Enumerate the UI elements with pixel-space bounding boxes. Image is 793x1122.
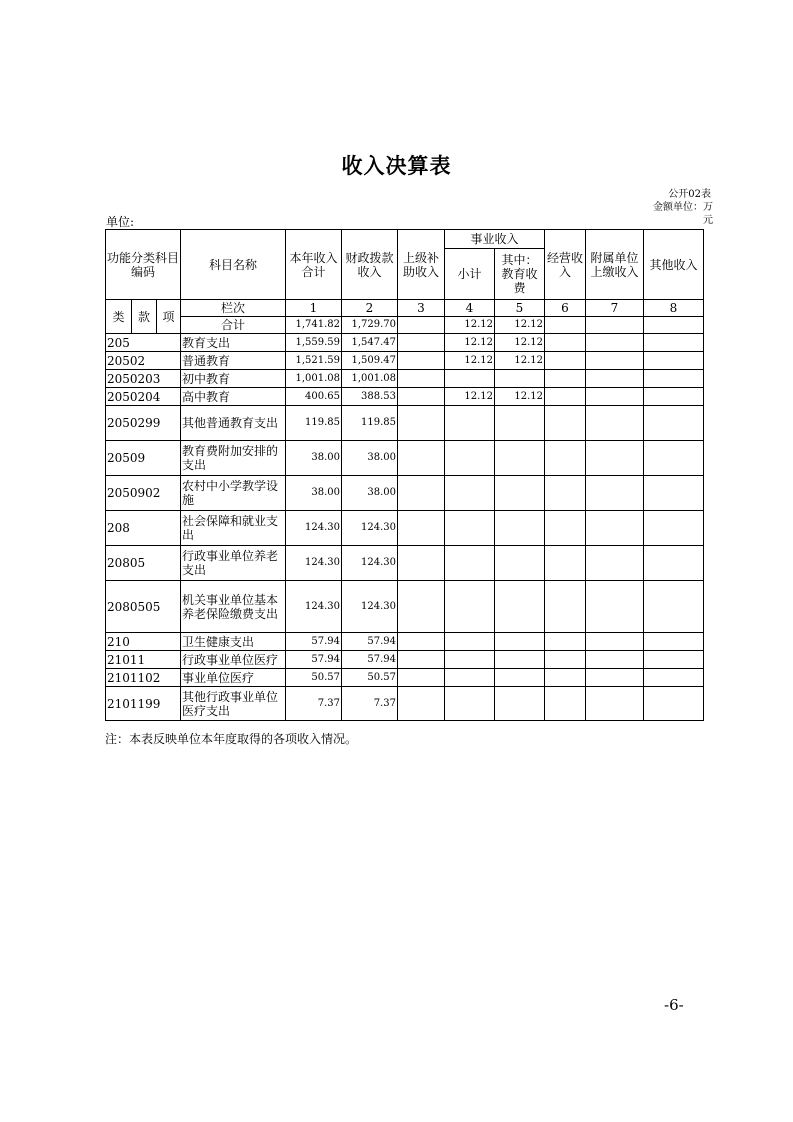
row-superior-subsidy: [398, 476, 445, 511]
row-other: [644, 334, 704, 352]
row-subject-name: 教育支出: [181, 334, 286, 352]
row-edu-fee: [495, 441, 545, 476]
amount-unit: 金额单位：万元: [653, 202, 713, 226]
header-affiliated: 附属单位上缴收入: [586, 230, 644, 300]
row-affiliated: [586, 352, 644, 370]
row-subject-name: 教育费附加安排的支出: [181, 441, 286, 476]
row-other: [644, 687, 704, 721]
total-row: [106, 317, 704, 334]
col-num-3: 3: [398, 300, 445, 317]
row-fiscal: 124.30: [342, 546, 398, 581]
row-operating: [545, 546, 586, 581]
row-subtotal: [445, 546, 495, 581]
row-edu-fee: [495, 633, 545, 651]
row-superior-subsidy: [398, 334, 445, 352]
row-annual-income: 119.85: [286, 406, 342, 441]
row-subtotal: [445, 687, 495, 721]
row-fiscal: 124.30: [342, 581, 398, 633]
row-code: 20502: [106, 352, 181, 370]
row-fiscal: 124.30: [342, 511, 398, 546]
report-title: 收入决算表: [341, 154, 452, 178]
row-other: [644, 388, 704, 406]
row-code: 2080505: [106, 581, 181, 633]
income-table: [105, 229, 704, 721]
row-affiliated: [586, 370, 644, 388]
row-edu-fee: [495, 476, 545, 511]
row-annual-income: 1,559.59: [286, 334, 342, 352]
row-code: 2101199: [106, 687, 181, 721]
table-row: [106, 687, 704, 721]
row-fiscal: 57.94: [342, 633, 398, 651]
row-code: 2050902: [106, 476, 181, 511]
row-subtotal: [445, 441, 495, 476]
row-other: [644, 633, 704, 651]
header-business-income: 事业收入: [445, 230, 545, 249]
header-subtotal: 小计: [445, 249, 495, 300]
table-row: [106, 370, 704, 388]
row-operating: [545, 633, 586, 651]
row-annual-income: 124.30: [286, 546, 342, 581]
row-subject-name: 机关事业单位基本养老保险缴费支出: [181, 581, 286, 633]
col-num-7: 7: [586, 300, 644, 317]
row-subject-name: 普通教育: [181, 352, 286, 370]
row-operating: [545, 511, 586, 546]
total-c1: 1,741.82: [286, 317, 342, 334]
table-row: [106, 352, 704, 370]
row-subtotal: [445, 511, 495, 546]
table-row: [106, 546, 704, 581]
table-row: [106, 334, 704, 352]
page-number: -6-: [664, 996, 684, 1014]
row-subtotal: [445, 406, 495, 441]
header-annual-income: 本年收入合计: [286, 230, 342, 300]
row-subtotal: [445, 669, 495, 687]
row-operating: [545, 388, 586, 406]
table-row: [106, 441, 704, 476]
row-superior-subsidy: [398, 581, 445, 633]
row-code: 205: [106, 334, 181, 352]
row-superior-subsidy: [398, 546, 445, 581]
total-c8: [644, 317, 704, 334]
row-edu-fee: [495, 687, 545, 721]
row-affiliated: [586, 511, 644, 546]
row-code: 20805: [106, 546, 181, 581]
row-superior-subsidy: [398, 352, 445, 370]
row-fiscal: 57.94: [342, 651, 398, 669]
row-fiscal: 38.00: [342, 476, 398, 511]
row-edu-fee: [495, 406, 545, 441]
header-subject-name: 科目名称: [181, 230, 286, 300]
row-superior-subsidy: [398, 370, 445, 388]
row-superior-subsidy: [398, 511, 445, 546]
row-fiscal: 50.57: [342, 669, 398, 687]
row-code: 2050204: [106, 388, 181, 406]
row-affiliated: [586, 546, 644, 581]
row-fiscal: 1,509.47: [342, 352, 398, 370]
row-affiliated: [586, 334, 644, 352]
col-num-2: 2: [342, 300, 398, 317]
row-annual-income: 50.57: [286, 669, 342, 687]
row-edu-fee: 12.12: [495, 388, 545, 406]
row-superior-subsidy: [398, 388, 445, 406]
row-edu-fee: 12.12: [495, 352, 545, 370]
row-subject-name: 高中教育: [181, 388, 286, 406]
header-func-code: 功能分类科目编码: [106, 230, 181, 300]
row-edu-fee: 12.12: [495, 334, 545, 352]
row-superior-subsidy: [398, 633, 445, 651]
row-other: [644, 546, 704, 581]
header-lei: 类: [106, 300, 132, 334]
row-superior-subsidy: [398, 669, 445, 687]
row-subtotal: [445, 476, 495, 511]
row-fiscal: 388.53: [342, 388, 398, 406]
table-row: [106, 669, 704, 687]
row-annual-income: 38.00: [286, 441, 342, 476]
row-subject-name: 卫生健康支出: [181, 633, 286, 651]
header-other: 其他收入: [644, 230, 704, 300]
row-affiliated: [586, 441, 644, 476]
table-row: [106, 476, 704, 511]
row-superior-subsidy: [398, 406, 445, 441]
row-superior-subsidy: [398, 651, 445, 669]
row-operating: [545, 441, 586, 476]
row-fiscal: 38.00: [342, 441, 398, 476]
row-subtotal: 12.12: [445, 334, 495, 352]
row-code: 2101102: [106, 669, 181, 687]
row-operating: [545, 581, 586, 633]
row-edu-fee: [495, 546, 545, 581]
col-num-1: 1: [286, 300, 342, 317]
row-subtotal: 12.12: [445, 388, 495, 406]
row-subject-name: 农村中小学教学设施: [181, 476, 286, 511]
row-affiliated: [586, 388, 644, 406]
total-label: 合计: [181, 317, 286, 334]
row-operating: [545, 687, 586, 721]
row-operating: [545, 334, 586, 352]
table-row: [106, 511, 704, 546]
row-subject-name: 事业单位医疗: [181, 669, 286, 687]
row-code: 21011: [106, 651, 181, 669]
row-fiscal: 1,001.08: [342, 370, 398, 388]
row-annual-income: 57.94: [286, 651, 342, 669]
header-superior-subsidy: 上级补助收入: [398, 230, 445, 300]
row-subtotal: [445, 581, 495, 633]
header-xiang: 项: [157, 300, 181, 334]
col-num-6: 6: [545, 300, 586, 317]
row-subtotal: [445, 370, 495, 388]
row-annual-income: 38.00: [286, 476, 342, 511]
row-annual-income: 57.94: [286, 633, 342, 651]
row-subtotal: [445, 651, 495, 669]
row-fiscal: 119.85: [342, 406, 398, 441]
row-superior-subsidy: [398, 687, 445, 721]
row-other: [644, 669, 704, 687]
row-edu-fee: [495, 651, 545, 669]
row-annual-income: 1,521.59: [286, 352, 342, 370]
table-row: [106, 651, 704, 669]
total-c6: [545, 317, 586, 334]
row-other: [644, 441, 704, 476]
row-affiliated: [586, 406, 644, 441]
row-code: 210: [106, 633, 181, 651]
row-annual-income: 400.65: [286, 388, 342, 406]
col-num-5: 5: [495, 300, 545, 317]
row-subtotal: [445, 633, 495, 651]
table-row: [106, 406, 704, 441]
row-subject-name: 其他行政事业单位医疗支出: [181, 687, 286, 721]
row-fiscal: 1,547.47: [342, 334, 398, 352]
row-other: [644, 370, 704, 388]
col-num-8: 8: [644, 300, 704, 317]
table-note: 注：本表反映单位本年度取得的各项收入情况。: [105, 732, 358, 746]
row-other: [644, 511, 704, 546]
table-row: [106, 633, 704, 651]
row-affiliated: [586, 669, 644, 687]
row-subject-name: 初中教育: [181, 370, 286, 388]
row-subject-name: 其他普通教育支出: [181, 406, 286, 441]
row-code: 208: [106, 511, 181, 546]
unit-label: 单位:: [106, 215, 135, 229]
row-annual-income: 124.30: [286, 511, 342, 546]
total-c5: 12.12: [495, 317, 545, 334]
total-c2: 1,729.70: [342, 317, 398, 334]
row-affiliated: [586, 633, 644, 651]
row-other: [644, 476, 704, 511]
table-row: [106, 388, 704, 406]
row-edu-fee: [495, 669, 545, 687]
row-annual-income: 124.30: [286, 581, 342, 633]
col-num-4: 4: [445, 300, 495, 317]
row-edu-fee: [495, 581, 545, 633]
row-operating: [545, 352, 586, 370]
row-edu-fee: [495, 511, 545, 546]
row-other: [644, 581, 704, 633]
header-column-no: 栏次: [181, 300, 286, 317]
table-row: [106, 581, 704, 633]
header-operating: 经营收入: [545, 230, 586, 300]
row-affiliated: [586, 476, 644, 511]
row-operating: [545, 406, 586, 441]
header-kuan: 款: [132, 300, 157, 334]
row-subject-name: 社会保障和就业支出: [181, 511, 286, 546]
row-subtotal: 12.12: [445, 352, 495, 370]
row-operating: [545, 669, 586, 687]
row-code: 2050203: [106, 370, 181, 388]
row-code: 20509: [106, 441, 181, 476]
row-edu-fee: [495, 370, 545, 388]
row-other: [644, 352, 704, 370]
row-operating: [545, 651, 586, 669]
row-affiliated: [586, 581, 644, 633]
row-fiscal: 7.37: [342, 687, 398, 721]
header-fiscal: 财政拨款收入: [342, 230, 398, 300]
row-other: [644, 406, 704, 441]
row-affiliated: [586, 687, 644, 721]
total-c4: 12.12: [445, 317, 495, 334]
row-affiliated: [586, 651, 644, 669]
row-subject-name: 行政事业单位医疗: [181, 651, 286, 669]
total-c7: [586, 317, 644, 334]
form-code: 公开02表: [668, 189, 711, 200]
header-edu-fee: 其中：教育收费: [495, 249, 545, 300]
row-annual-income: 1,001.08: [286, 370, 342, 388]
row-operating: [545, 370, 586, 388]
row-superior-subsidy: [398, 441, 445, 476]
row-code: 2050299: [106, 406, 181, 441]
row-operating: [545, 476, 586, 511]
total-c3: [398, 317, 445, 334]
row-annual-income: 7.37: [286, 687, 342, 721]
row-other: [644, 651, 704, 669]
row-subject-name: 行政事业单位养老支出: [181, 546, 286, 581]
